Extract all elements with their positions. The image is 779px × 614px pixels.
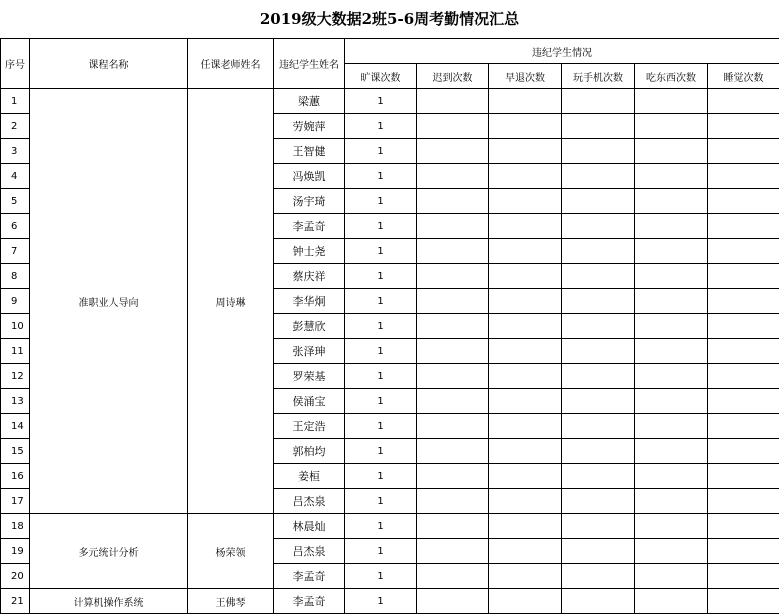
table-body	[1, 89, 779, 614]
cell-sleeping-count[interactable]	[708, 489, 779, 514]
cell-early-leave-count[interactable]	[489, 214, 562, 239]
cell-student-name[interactable]: 王智健	[274, 139, 345, 164]
cell-eating-count[interactable]	[635, 414, 708, 439]
cell-late-count[interactable]	[417, 114, 489, 139]
cell-late-count[interactable]	[417, 539, 489, 564]
cell-sleeping-count[interactable]	[708, 439, 779, 464]
header-student: 违纪学生姓名	[274, 39, 345, 89]
cell-student-name[interactable]: 王定浩	[274, 414, 345, 439]
cell-early-leave-count[interactable]	[489, 514, 562, 539]
cell-sleeping-count[interactable]	[708, 314, 779, 339]
cell-student-name[interactable]: 张泽珅	[274, 339, 345, 364]
cell-seq[interactable]: 5	[1, 189, 30, 214]
cell-eating-count[interactable]	[635, 589, 708, 614]
cell-student-name[interactable]: 汤宇琦	[274, 189, 345, 214]
cell-early-leave-count[interactable]	[489, 589, 562, 614]
header-early-leave-count: 早退次数	[489, 64, 562, 89]
cell-student-name[interactable]: 吕杰泉	[274, 489, 345, 514]
cell-absent-count[interactable]: 1	[345, 239, 417, 264]
cell-sleeping-count[interactable]	[708, 114, 779, 139]
cell-sleeping-count[interactable]	[708, 164, 779, 189]
cell-early-leave-count[interactable]	[489, 114, 562, 139]
cell-eating-count[interactable]	[635, 89, 708, 114]
cell-eating-count[interactable]	[635, 389, 708, 414]
cell-seq[interactable]: 20	[1, 564, 30, 589]
cell-eating-count[interactable]	[635, 539, 708, 564]
cell-student-name[interactable]: 钟士尧	[274, 239, 345, 264]
cell-phone-count[interactable]	[562, 364, 635, 389]
cell-absent-count[interactable]: 1	[345, 314, 417, 339]
cell-seq[interactable]: 10	[1, 314, 30, 339]
cell-eating-count[interactable]	[635, 464, 708, 489]
cell-seq[interactable]: 21	[1, 589, 30, 614]
table-row	[1, 89, 779, 114]
cell-course[interactable]: 多元统计分析	[30, 514, 188, 589]
cell-eating-count[interactable]	[635, 489, 708, 514]
cell-student-name[interactable]: 李孟奇	[274, 564, 345, 589]
cell-late-count[interactable]	[417, 464, 489, 489]
cell-late-count[interactable]	[417, 389, 489, 414]
cell-absent-count[interactable]: 1	[345, 114, 417, 139]
cell-student-name[interactable]: 罗荣基	[274, 364, 345, 389]
cell-sleeping-count[interactable]	[708, 189, 779, 214]
cell-late-count[interactable]	[417, 439, 489, 464]
header-course: 课程名称	[30, 39, 188, 89]
cell-sleeping-count[interactable]	[708, 564, 779, 589]
cell-absent-count[interactable]: 1	[345, 414, 417, 439]
cell-phone-count[interactable]	[562, 314, 635, 339]
cell-absent-count[interactable]: 1	[345, 589, 417, 614]
cell-late-count[interactable]	[417, 589, 489, 614]
cell-student-name[interactable]: 冯焕凯	[274, 164, 345, 189]
cell-phone-count[interactable]	[562, 139, 635, 164]
table-row	[1, 514, 779, 539]
cell-student-name[interactable]: 劳婉萍	[274, 114, 345, 139]
cell-eating-count[interactable]	[635, 314, 708, 339]
cell-early-leave-count[interactable]	[489, 564, 562, 589]
cell-seq[interactable]: 18	[1, 514, 30, 539]
cell-late-count[interactable]	[417, 514, 489, 539]
cell-early-leave-count[interactable]	[489, 389, 562, 414]
cell-absent-count[interactable]: 1	[345, 289, 417, 314]
cell-late-count[interactable]	[417, 139, 489, 164]
cell-eating-count[interactable]	[635, 164, 708, 189]
cell-student-name[interactable]: 姜桓	[274, 464, 345, 489]
cell-eating-count[interactable]	[635, 564, 708, 589]
cell-seq[interactable]: 8	[1, 264, 30, 289]
cell-seq[interactable]: 16	[1, 464, 30, 489]
cell-phone-count[interactable]	[562, 464, 635, 489]
cell-early-leave-count[interactable]	[489, 489, 562, 514]
cell-absent-count[interactable]: 1	[345, 439, 417, 464]
cell-late-count[interactable]	[417, 289, 489, 314]
cell-student-name[interactable]: 梁蕙	[274, 89, 345, 114]
header-phone-count: 玩手机次数	[562, 64, 635, 89]
cell-phone-count[interactable]	[562, 289, 635, 314]
cell-sleeping-count[interactable]	[708, 89, 779, 114]
cell-eating-count[interactable]	[635, 514, 708, 539]
cell-seq[interactable]: 13	[1, 389, 30, 414]
attendance-table	[0, 38, 779, 614]
cell-absent-count[interactable]: 1	[345, 564, 417, 589]
cell-sleeping-count[interactable]	[708, 239, 779, 264]
cell-absent-count[interactable]: 1	[345, 464, 417, 489]
cell-student-name[interactable]: 吕杰泉	[274, 539, 345, 564]
cell-sleeping-count[interactable]	[708, 339, 779, 364]
cell-absent-count[interactable]: 1	[345, 164, 417, 189]
cell-early-leave-count[interactable]	[489, 164, 562, 189]
cell-phone-count[interactable]	[562, 589, 635, 614]
cell-absent-count[interactable]: 1	[345, 489, 417, 514]
cell-student-name[interactable]: 蔡庆祥	[274, 264, 345, 289]
cell-late-count[interactable]	[417, 189, 489, 214]
cell-phone-count[interactable]	[562, 514, 635, 539]
cell-sleeping-count[interactable]	[708, 589, 779, 614]
cell-seq[interactable]: 2	[1, 114, 30, 139]
cell-absent-count[interactable]: 1	[345, 514, 417, 539]
cell-teacher[interactable]: 杨荣领	[188, 514, 274, 589]
cell-absent-count[interactable]: 1	[345, 189, 417, 214]
cell-early-leave-count[interactable]	[489, 339, 562, 364]
cell-sleeping-count[interactable]	[708, 414, 779, 439]
header-absent-count: 旷课次数	[345, 64, 417, 89]
cell-late-count[interactable]	[417, 564, 489, 589]
cell-phone-count[interactable]	[562, 264, 635, 289]
cell-early-leave-count[interactable]	[489, 439, 562, 464]
cell-sleeping-count[interactable]	[708, 364, 779, 389]
cell-absent-count[interactable]: 1	[345, 214, 417, 239]
header-seq: 序号	[1, 39, 30, 89]
cell-teacher[interactable]: 周诗琳	[188, 89, 274, 514]
cell-seq[interactable]: 1	[1, 89, 30, 114]
cell-eating-count[interactable]	[635, 439, 708, 464]
cell-early-leave-count[interactable]	[489, 414, 562, 439]
cell-late-count[interactable]	[417, 164, 489, 189]
cell-phone-count[interactable]	[562, 89, 635, 114]
cell-student-name[interactable]: 郭柏均	[274, 439, 345, 464]
cell-phone-count[interactable]	[562, 114, 635, 139]
cell-absent-count[interactable]: 1	[345, 89, 417, 114]
cell-phone-count[interactable]	[562, 164, 635, 189]
cell-eating-count[interactable]	[635, 264, 708, 289]
cell-early-leave-count[interactable]	[489, 264, 562, 289]
cell-student-name[interactable]: 侯涌宝	[274, 389, 345, 414]
cell-absent-count[interactable]: 1	[345, 389, 417, 414]
cell-sleeping-count[interactable]	[708, 139, 779, 164]
cell-seq[interactable]: 17	[1, 489, 30, 514]
sheet-title: 2019级大数据2班5-6周考勤情况汇总	[0, 0, 779, 38]
cell-phone-count[interactable]	[562, 564, 635, 589]
cell-eating-count[interactable]	[635, 239, 708, 264]
cell-sleeping-count[interactable]	[708, 214, 779, 239]
cell-phone-count[interactable]	[562, 389, 635, 414]
cell-sleeping-count[interactable]	[708, 389, 779, 414]
cell-early-leave-count[interactable]	[489, 314, 562, 339]
cell-late-count[interactable]	[417, 89, 489, 114]
cell-student-name[interactable]: 李华炯	[274, 289, 345, 314]
cell-course[interactable]: 计算机操作系统	[30, 589, 188, 614]
cell-seq[interactable]: 12	[1, 364, 30, 389]
cell-eating-count[interactable]	[635, 114, 708, 139]
cell-early-leave-count[interactable]	[489, 464, 562, 489]
cell-early-leave-count[interactable]	[489, 189, 562, 214]
cell-eating-count[interactable]	[635, 289, 708, 314]
cell-early-leave-count[interactable]	[489, 539, 562, 564]
cell-late-count[interactable]	[417, 314, 489, 339]
cell-eating-count[interactable]	[635, 214, 708, 239]
cell-phone-count[interactable]	[562, 239, 635, 264]
cell-late-count[interactable]	[417, 489, 489, 514]
cell-eating-count[interactable]	[635, 339, 708, 364]
cell-late-count[interactable]	[417, 414, 489, 439]
cell-late-count[interactable]	[417, 339, 489, 364]
cell-eating-count[interactable]	[635, 364, 708, 389]
cell-eating-count[interactable]	[635, 189, 708, 214]
cell-sleeping-count[interactable]	[708, 464, 779, 489]
cell-absent-count[interactable]: 1	[345, 364, 417, 389]
header-student-situation: 违纪学生情况	[345, 39, 779, 64]
cell-phone-count[interactable]	[562, 339, 635, 364]
cell-seq[interactable]: 14	[1, 414, 30, 439]
cell-phone-count[interactable]	[562, 439, 635, 464]
cell-early-leave-count[interactable]	[489, 364, 562, 389]
cell-early-leave-count[interactable]	[489, 89, 562, 114]
cell-early-leave-count[interactable]	[489, 239, 562, 264]
cell-absent-count[interactable]: 1	[345, 539, 417, 564]
cell-absent-count[interactable]: 1	[345, 264, 417, 289]
header-teacher: 任课老师姓名	[188, 39, 274, 89]
table-row	[1, 589, 779, 614]
header-sleeping-count: 睡觉次数	[708, 64, 779, 89]
cell-seq[interactable]: 4	[1, 164, 30, 189]
cell-phone-count[interactable]	[562, 189, 635, 214]
cell-sleeping-count[interactable]	[708, 264, 779, 289]
header-eating-count: 吃东西次数	[635, 64, 708, 89]
cell-phone-count[interactable]	[562, 489, 635, 514]
cell-eating-count[interactable]	[635, 139, 708, 164]
cell-seq[interactable]: 19	[1, 539, 30, 564]
cell-absent-count[interactable]: 1	[345, 139, 417, 164]
cell-late-count[interactable]	[417, 214, 489, 239]
cell-student-name[interactable]: 林晨灿	[274, 514, 345, 539]
cell-late-count[interactable]	[417, 239, 489, 264]
cell-seq[interactable]: 3	[1, 139, 30, 164]
cell-seq[interactable]: 7	[1, 239, 30, 264]
cell-teacher[interactable]: 王佛琴	[188, 589, 274, 614]
cell-absent-count[interactable]: 1	[345, 339, 417, 364]
cell-seq[interactable]: 15	[1, 439, 30, 464]
cell-seq[interactable]: 11	[1, 339, 30, 364]
cell-student-name[interactable]: 李孟奇	[274, 589, 345, 614]
cell-phone-count[interactable]	[562, 414, 635, 439]
cell-sleeping-count[interactable]	[708, 514, 779, 539]
cell-sleeping-count[interactable]	[708, 539, 779, 564]
cell-late-count[interactable]	[417, 264, 489, 289]
cell-seq[interactable]: 9	[1, 289, 30, 314]
cell-student-name[interactable]: 彭慧欣	[274, 314, 345, 339]
header-late-count: 迟到次数	[417, 64, 489, 89]
cell-late-count[interactable]	[417, 364, 489, 389]
cell-seq[interactable]: 6	[1, 214, 30, 239]
cell-sleeping-count[interactable]	[708, 289, 779, 314]
cell-phone-count[interactable]	[562, 214, 635, 239]
cell-course[interactable]: 准职业人导向	[30, 89, 188, 514]
cell-phone-count[interactable]	[562, 539, 635, 564]
cell-early-leave-count[interactable]	[489, 289, 562, 314]
cell-early-leave-count[interactable]	[489, 139, 562, 164]
cell-student-name[interactable]: 李孟奇	[274, 214, 345, 239]
